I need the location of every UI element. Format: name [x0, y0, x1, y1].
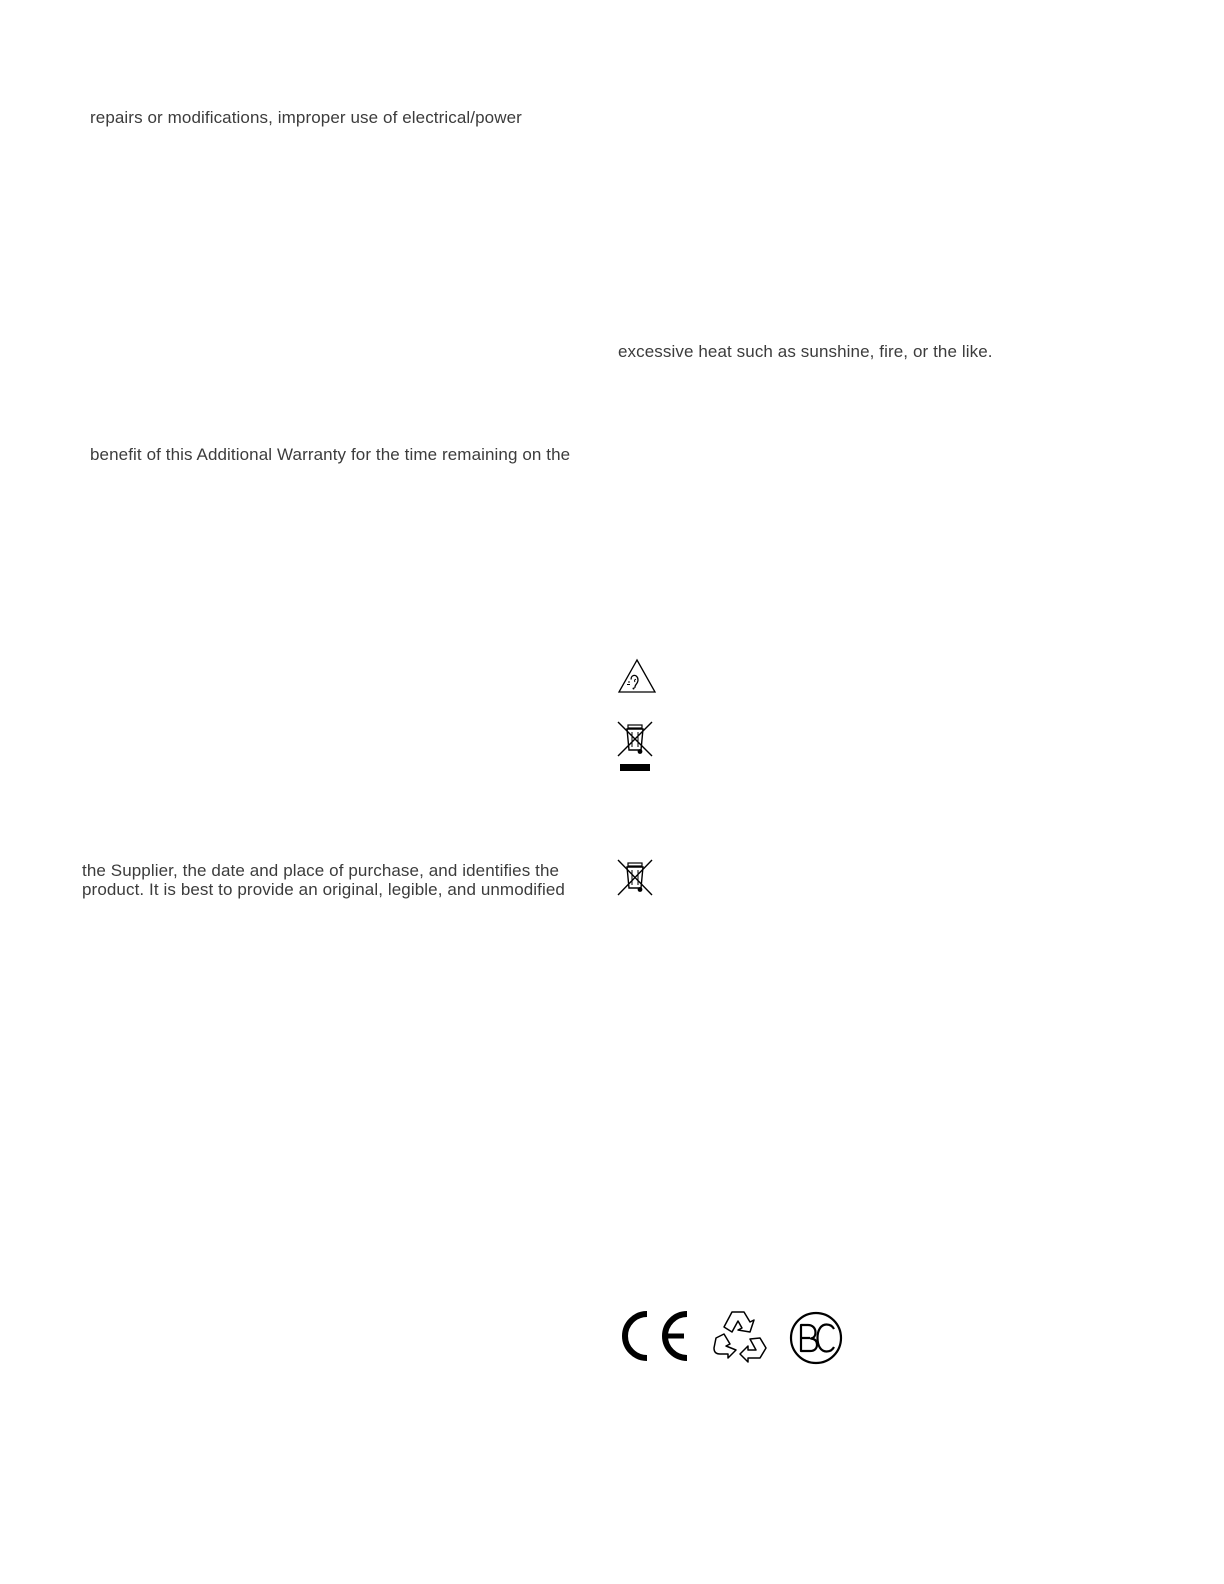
text-repairs-line: repairs or modifications, improper use of electrical/power: [90, 108, 522, 127]
recycle-icon: [710, 1308, 770, 1364]
ce-mark-icon: [616, 1308, 692, 1364]
text-warranty-line: benefit of this Additional Warranty for the time remaining on the: [90, 445, 571, 464]
text-heat-line: excessive heat such as sunshine, fire, or the like.: [618, 342, 993, 361]
weee-bin-icon: [616, 858, 654, 898]
hearing-warning-icon: [617, 658, 657, 694]
text-supplier-line: the Supplier, the date and place of purchase, and identifies the: [82, 861, 560, 880]
weee-battery-bin-icon: [616, 720, 654, 774]
bc-mark-icon: [788, 1310, 844, 1366]
text-product-line: product. It is best to provide an original, legible, and unmodified: [82, 880, 565, 899]
